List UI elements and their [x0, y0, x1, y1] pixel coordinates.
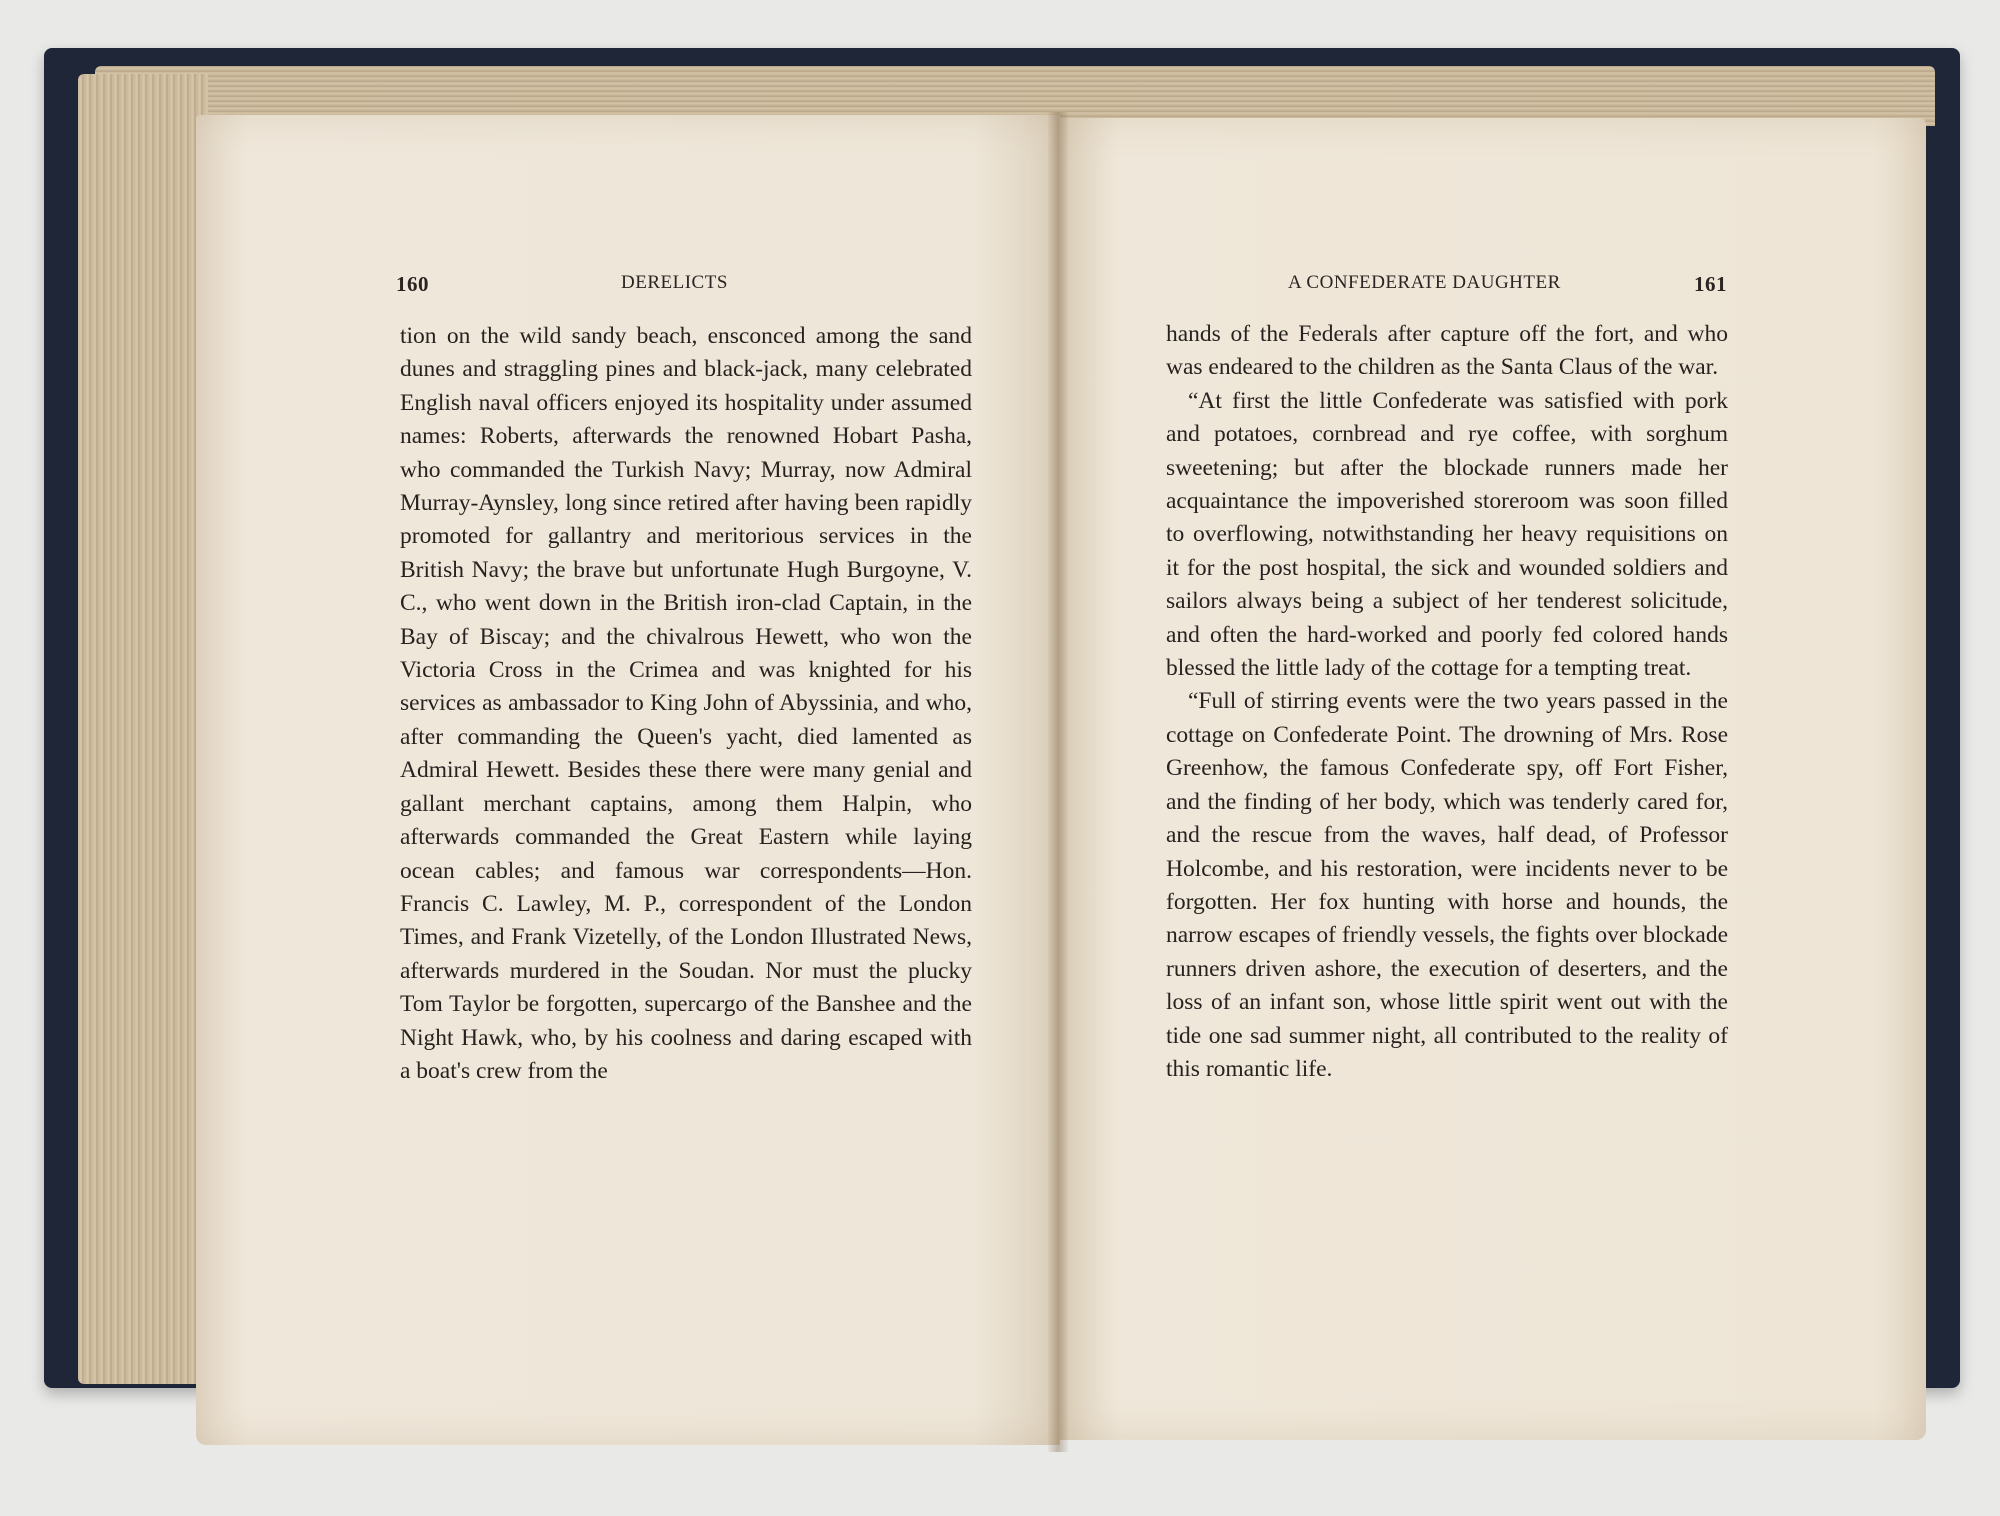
right-paragraph-2: “At first the little Confederate was satisfied with pork and potatoes, cornbread and rye coffee, with sorghum sweetening; but after the blockade runners made her acquaintance the impoverished storeroom was soon filled to overflowing, notwithstanding her heavy requisitions on it for the post hospital, the sick and wounded soldiers and sailors always being a subject of her tenderest solicitude, and often the hard-worked and poorly fed colored hands blessed the little lady of the cottage for a tempting treat.	[1166, 387, 1728, 682]
left-running-head: DERELICTS	[621, 272, 728, 293]
book-gutter	[1048, 112, 1068, 1452]
right-running-head: A CONFEDERATE DAUGHTER	[1288, 272, 1561, 293]
right-page-number: 161	[1694, 272, 1727, 296]
right-paragraph-1: hands of the Federals after capture off the fort, and who was endeared to the children as the Santa Claus of the war.	[1166, 321, 1728, 381]
left-page-text	[400, 320, 972, 1088]
right-page-text	[1166, 318, 1728, 1086]
right-paragraph-3: “Full of stirring events were the two years passed in the cottage on Confederate Point. The drowning of Mrs. Rose Greenhow, the famous Confederate spy, off Fort Fisher, and the finding of her body, which was tenderly cared for, and the rescue from the waves, half dead, of Professor Holcombe, and his restoration, were incidents never to be forgotten. Her fox hunting with horse and hounds, the narrow escapes of friendly vessels, the fights over blockade runners driven ashore, the execution of deserters, and the loss of an infant son, whose little spirit went out with the tide one sad summer night, all contributed to the reality of this romantic life.	[1166, 688, 1728, 1082]
page-edges-left	[78, 74, 208, 1384]
left-page-number: 160	[396, 272, 429, 296]
left-paragraph-1: tion on the wild sandy beach, ensconced among the sand dunes and straggling pines and black-jack, many celebrated English naval officers enjoyed its hospitality under assumed names: Roberts, afterwards the renowned Hobart Pasha, who commanded the Turkish Navy; Murray, now Admiral Murray-Aynsley, long since retired after having been rapidly promoted for gallantry and meritorious services in the British Navy; the brave but unfortunate Hugh Burgoyne, V. C., who went down in the British iron-clad Captain, in the Bay of Biscay; and the chivalrous Hewett, who won the Victoria Cross in the Crimea and was knighted for his services as ambassador to King John of Abyssinia, and who, after commanding the Queen's yacht, died lamented as Admiral Hewett. Besides these there were many genial and gallant merchant captains, among them Halpin, who afterwards commanded the Great Eastern while laying ocean cables; and famous war correspondents—Hon. Francis C. Lawley, M. P., correspondent of the London Times, and Frank Vizetelly, of the London Illustrated News, afterwards murdered in the Soudan. Nor must the plucky Tom Taylor be forgotten, supercargo of the Banshee and the Night Hawk, who, by his coolness and daring escaped with a boat's crew from the	[400, 323, 972, 1084]
